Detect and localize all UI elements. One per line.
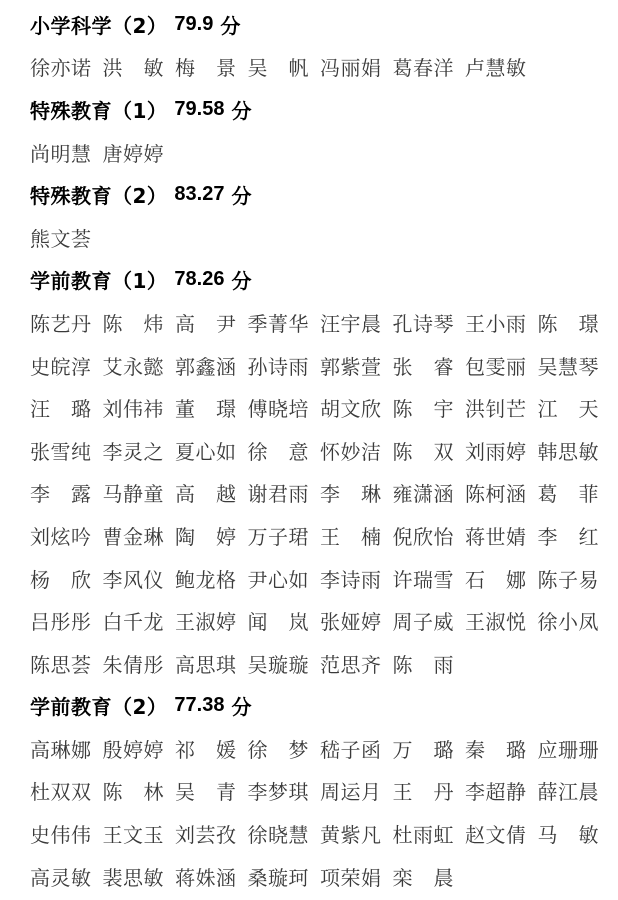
person-name: 桑璇珂	[247, 865, 309, 890]
section-heading	[30, 88, 608, 131]
person-name: 江 天	[537, 397, 599, 422]
section-heading	[30, 3, 608, 46]
name-row	[30, 216, 608, 259]
section-score: 79.9	[174, 12, 214, 35]
person-name: 韩思敏	[537, 439, 599, 464]
person-name: 李梦琪	[247, 780, 309, 805]
person-name: 石 娜	[465, 567, 527, 592]
name-row	[30, 131, 608, 174]
person-name: 王 楠	[320, 524, 382, 549]
person-name: 应珊珊	[537, 737, 599, 762]
section-title: 学前教育（1）	[30, 269, 168, 294]
person-name: 陈 璟	[537, 311, 599, 336]
person-name: 殷婷婷	[102, 737, 164, 762]
person-name: 徐 梦	[247, 737, 309, 762]
person-name: 白千龙	[102, 610, 164, 635]
person-name: 李风仪	[102, 567, 164, 592]
section-heading	[30, 173, 608, 216]
person-name: 陈柯涵	[465, 482, 527, 507]
person-name: 吴璇璇	[247, 652, 309, 677]
name-row	[30, 812, 608, 855]
name-row	[30, 429, 608, 472]
person-name: 刘雨婷	[465, 439, 527, 464]
person-name: 陈艺丹	[30, 311, 92, 336]
person-name: 栾 晨	[392, 865, 454, 890]
section-heading	[30, 259, 608, 302]
name-row	[30, 344, 608, 387]
person-name: 尚明慧	[30, 141, 92, 166]
person-name: 裴思敏	[102, 865, 164, 890]
person-name: 高 越	[175, 482, 237, 507]
person-name: 高灵敏	[30, 865, 92, 890]
person-name: 高琳娜	[30, 737, 92, 762]
person-name: 吴慧琴	[537, 354, 599, 379]
person-name: 杜雨虹	[392, 823, 454, 848]
person-name: 赵文倩	[465, 823, 527, 848]
name-row	[30, 599, 608, 642]
name-row	[30, 770, 608, 813]
section-score: 78.26	[174, 268, 225, 291]
person-name: 闻 岚	[247, 610, 309, 635]
person-name: 马静童	[102, 482, 164, 507]
person-name: 陈 宇	[392, 397, 454, 422]
person-name: 黄紫凡	[320, 823, 382, 848]
person-name: 胡文欣	[320, 397, 382, 422]
person-name: 陈 双	[392, 439, 454, 464]
person-name: 郭紫萱	[320, 354, 382, 379]
person-name: 王淑婷	[175, 610, 237, 635]
section-score-unit: 分	[231, 695, 252, 720]
person-name: 万子珺	[247, 524, 309, 549]
person-name: 刘炫吟	[30, 524, 92, 549]
person-name: 怀妙洁	[320, 439, 382, 464]
person-name: 杜双双	[30, 780, 92, 805]
person-name: 李 露	[30, 482, 92, 507]
person-name: 汪宇晨	[320, 311, 382, 336]
person-name: 汪 璐	[30, 397, 92, 422]
section-score: 83.27	[174, 183, 225, 206]
person-name: 王小雨	[465, 311, 527, 336]
section-score-unit: 分	[231, 98, 252, 123]
name-row	[30, 46, 608, 89]
person-name: 王文玉	[102, 823, 164, 848]
name-row	[30, 472, 608, 515]
person-name: 陈子易	[537, 567, 599, 592]
person-name: 洪钊芒	[465, 397, 527, 422]
person-name: 范思齐	[320, 652, 382, 677]
person-name: 吴 帆	[247, 56, 309, 81]
person-name: 李 红	[537, 524, 599, 549]
person-name: 傅晓培	[247, 397, 309, 422]
person-name: 许瑞雪	[392, 567, 454, 592]
person-name: 祁 媛	[175, 737, 237, 762]
person-name: 秦 璐	[465, 737, 527, 762]
person-name: 艾永懿	[102, 354, 164, 379]
name-row	[30, 855, 608, 898]
person-name: 蒋姝涵	[175, 865, 237, 890]
person-name: 董 璟	[175, 397, 237, 422]
person-name: 周运月	[320, 780, 382, 805]
person-name: 薛江晨	[537, 780, 599, 805]
person-name: 雍潇涵	[392, 482, 454, 507]
person-name: 项荣娟	[320, 865, 382, 890]
section-title: 学前教育（2）	[30, 695, 168, 720]
person-name: 朱倩彤	[102, 652, 164, 677]
person-name: 包雯丽	[465, 354, 527, 379]
person-name: 葛春洋	[392, 56, 454, 81]
person-name: 史皖淳	[30, 354, 92, 379]
person-name: 陶 婷	[175, 524, 237, 549]
section-heading	[30, 685, 608, 728]
person-name: 李超静	[465, 780, 527, 805]
section-title: 特殊教育（2）	[30, 184, 168, 209]
person-name: 史伟伟	[30, 823, 92, 848]
person-name: 周子威	[392, 610, 454, 635]
person-name: 倪欣怡	[392, 524, 454, 549]
person-name: 卢慧敏	[465, 56, 527, 81]
section-title: 特殊教育（1）	[30, 98, 168, 123]
person-name: 郭鑫涵	[175, 354, 237, 379]
person-name: 蒋世婧	[465, 524, 527, 549]
person-name: 徐晓慧	[247, 823, 309, 848]
section-title: 小学科学（2）	[30, 13, 168, 38]
section-score-unit: 分	[231, 184, 252, 209]
person-name: 曹金琳	[102, 524, 164, 549]
section-score: 79.58	[174, 97, 225, 120]
person-name: 徐小凤	[537, 610, 599, 635]
person-name: 吕彤彤	[30, 610, 92, 635]
person-name: 唐婷婷	[102, 141, 164, 166]
person-name: 李 琳	[320, 482, 382, 507]
person-name: 李诗雨	[320, 567, 382, 592]
person-name: 陈 林	[102, 780, 164, 805]
person-name: 嵇子函	[320, 737, 382, 762]
person-name: 葛 菲	[537, 482, 599, 507]
person-name: 洪 敏	[102, 56, 164, 81]
person-name: 李灵之	[102, 439, 164, 464]
section-score-unit: 分	[231, 269, 252, 294]
person-name: 王淑悦	[465, 610, 527, 635]
person-name: 刘伟祎	[102, 397, 164, 422]
person-name: 吴 青	[175, 780, 237, 805]
person-name: 谢君雨	[247, 482, 309, 507]
person-name: 徐 意	[247, 439, 309, 464]
person-name: 孙诗雨	[247, 354, 309, 379]
name-row	[30, 301, 608, 344]
name-row	[30, 557, 608, 600]
person-name: 马 敏	[537, 823, 599, 848]
person-name: 熊文荟	[30, 226, 92, 251]
person-name: 高 尹	[175, 311, 237, 336]
person-name: 王 丹	[392, 780, 454, 805]
person-name: 高思琪	[175, 652, 237, 677]
person-name: 张雪纯	[30, 439, 92, 464]
person-name: 刘芸孜	[175, 823, 237, 848]
person-name: 张 睿	[392, 354, 454, 379]
person-name: 陈 雨	[392, 652, 454, 677]
person-name: 尹心如	[247, 567, 309, 592]
person-name: 陈思荟	[30, 652, 92, 677]
person-name: 冯丽娟	[320, 56, 382, 81]
name-row	[30, 727, 608, 770]
document-content	[30, 3, 608, 897]
name-row	[30, 642, 608, 685]
person-name: 夏心如	[175, 439, 237, 464]
person-name: 季菁华	[247, 311, 309, 336]
section-score: 77.38	[174, 694, 225, 717]
person-name: 梅 景	[175, 56, 237, 81]
name-row	[30, 514, 608, 557]
name-row	[30, 386, 608, 429]
person-name: 杨 欣	[30, 567, 92, 592]
person-name: 万 璐	[392, 737, 454, 762]
person-name: 鲍龙格	[175, 567, 237, 592]
person-name: 徐亦诺	[30, 56, 92, 81]
person-name: 张娅婷	[320, 610, 382, 635]
person-name: 孔诗琴	[392, 311, 454, 336]
section-score-unit: 分	[220, 13, 241, 38]
person-name: 陈 炜	[102, 311, 164, 336]
